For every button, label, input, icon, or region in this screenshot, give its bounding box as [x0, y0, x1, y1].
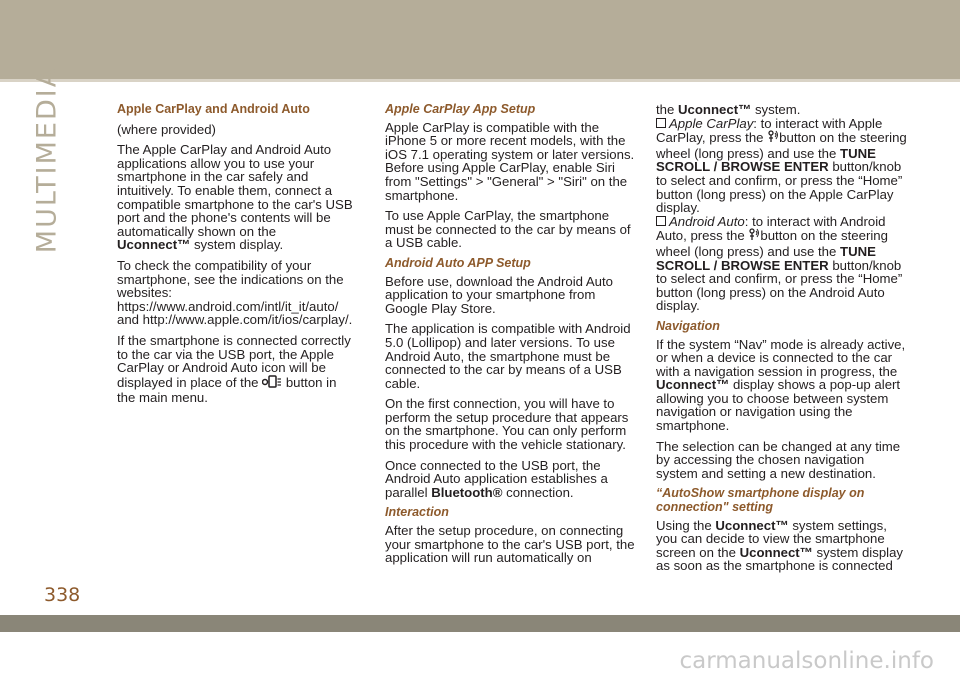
subsection-title: “AutoShow smartphone display on connection" setting: [656, 486, 865, 515]
header-divider: [0, 79, 960, 82]
paragraph: The Apple CarPlay and Android Auto applications allow you to use your smartphone in the car safely and intuitively. To enable them, connect a compatible smartphone to the car's USB port and the phone's contents will be automatically shown on the Uconnect™ system display.: [117, 142, 353, 253]
paragraph: To check the compatibility of your smartphone, see the indications on the websites: https://www.android.com/intl/it_it/auto/ and http://www.apple.com/it/ios/carplay/.: [117, 257, 353, 328]
subsection-title: Android Auto APP Setup: [385, 255, 531, 270]
paragraph: To use Apple CarPlay, the smartphone must be connected to the car by means of a USB cable.: [385, 208, 631, 251]
column-3: [656, 103, 908, 580]
section-title: Apple CarPlay and Android Auto: [117, 102, 310, 116]
paragraph: Apple CarPlay is compatible with the iPhone 5 or more recent models, with the iOS 7.1 operating system or later versions. Before using Apple CarPlay, enable Siri from "Settings" > "General" > "Siri" on the smartphone.: [385, 119, 635, 203]
voice-command-icon: [767, 130, 779, 147]
subsection-title: Apple CarPlay App Setup: [385, 102, 536, 116]
paragraph: After the setup procedure, on connecting your smartphone to the car's USB port, the application will run automatically on: [385, 523, 635, 566]
paragraph: On the first connection, you will have to perform the setup procedure that appears on the smartphone. You can only perform this procedure with the vehicle stationary.: [385, 396, 629, 453]
paragraph: Using the Uconnect™ system settings, you can decide to view the smartphone screen on the Uconnect™ system display as soon as the smartphone is connected: [656, 517, 904, 574]
bullet-box-icon: [656, 118, 666, 128]
subsection-title: Interaction: [385, 505, 449, 520]
footer-band: [0, 615, 960, 632]
paragraph: If the system “Nav” mode is already active, or when a device is connected to the car with a navigation session in progress, the Uconnect™ display shows a pop-up alert allowing you to choose between system navigation or navigation using the smartphone.: [656, 336, 906, 434]
bullet-apple-carplay: Apple CarPlay: to interact with Apple CarPlay, press the button on the steering wheel (long press) and use the TUNE SCROLL / BROWSE ENTER button/knob to select and confirm, or press the “Home” button (long press) on the Apple CarPlay display.: [656, 115, 907, 216]
subsection-title: Navigation: [656, 318, 720, 333]
bullet-android-auto: Android Auto: to interact with Android Auto, press the button on the steering wheel (long press) and use the TUNE SCROLL / BROWSE ENTER button/knob to select and confirm, or press the “Home” button (long press) on the Android Auto display.: [656, 213, 903, 314]
paragraph: If the smartphone is connected correctly to the car via the USB port, the Apple CarPlay or Android Auto icon will be displayed in place of the button in the main menu.: [117, 332, 351, 406]
header-band: [0, 0, 960, 79]
paragraph: (where provided): [117, 121, 216, 137]
paragraph: The application is compatible with Android 5.0 (Lollipop) and later versions. To use Android Auto, the smartphone must be connected to the car by means of a USB cable.: [385, 321, 631, 391]
column-1: [117, 103, 353, 412]
section-side-label: MULTIMEDIA: [31, 66, 63, 254]
phone-projection-icon: [262, 375, 282, 392]
voice-command-icon: [748, 228, 760, 245]
paragraph: Once connected to the USB port, the Android Auto application establishes a parallel Bluetooth® connection.: [385, 457, 608, 500]
paragraph: the Uconnect™ system.: [656, 102, 801, 117]
bullet-box-icon: [656, 216, 666, 226]
column-2: [385, 103, 637, 572]
paragraph: Before use, download the Android Auto application to your smartphone from Google Play Store.: [385, 273, 614, 316]
watermark: carmanualsonline.info: [679, 648, 934, 674]
page-number: 338: [44, 584, 81, 606]
paragraph: The selection can be changed at any time by accessing the chosen navigation system and setting a new destination.: [656, 438, 901, 481]
